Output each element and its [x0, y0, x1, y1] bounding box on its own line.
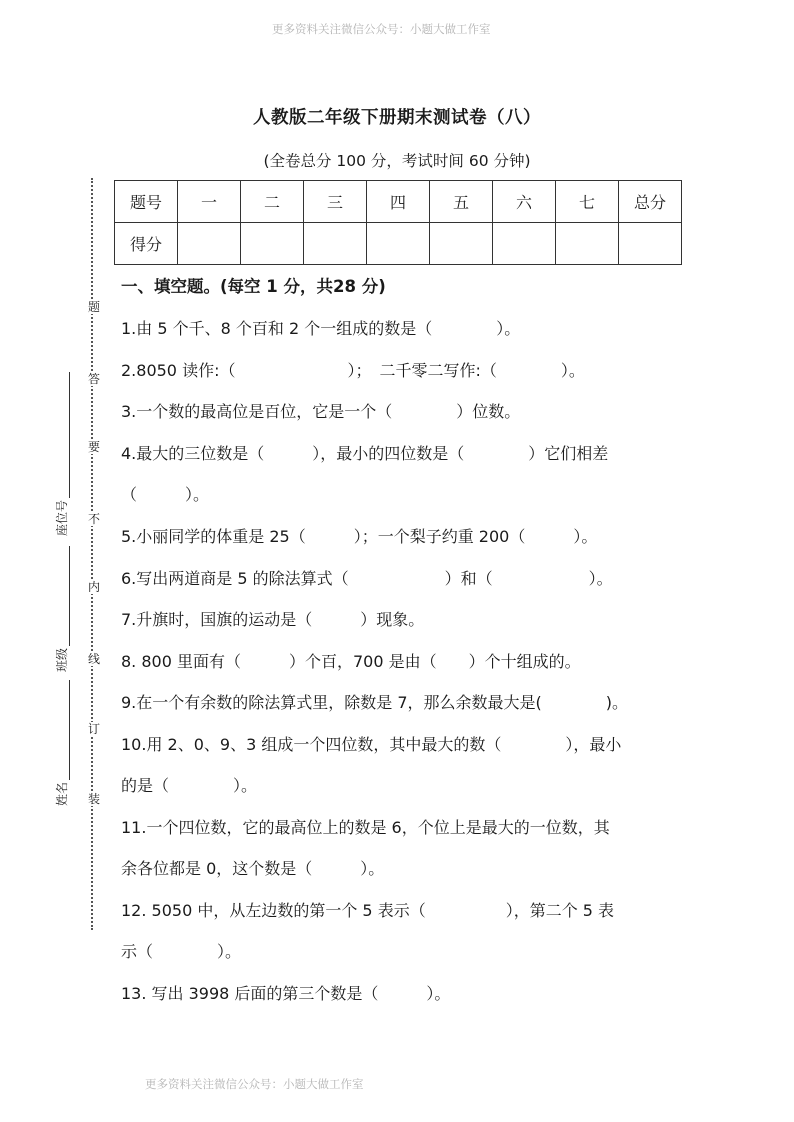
score-cell[interactable] — [493, 223, 556, 265]
section-heading-fill-blank: 一、填空题。(每空 1 分，共28 分) — [121, 277, 386, 296]
watermark-bottom: 更多资料关注微信公众号：小题大做工作室 — [145, 1077, 364, 1091]
score-cell[interactable] — [367, 223, 430, 265]
class-label: 班级 — [55, 647, 69, 672]
score-row-label: 得分 — [115, 223, 178, 265]
score-table-cell: 四 — [367, 181, 430, 223]
score-table-cell: 二 — [241, 181, 304, 223]
question-line: 余各位都是 0，这个数是（ ）。 — [121, 859, 385, 878]
exam-subtitle: (全卷总分 100 分，考试时间 60 分钟) — [263, 152, 531, 170]
score-table-cell: 六 — [493, 181, 556, 223]
class-field — [53, 546, 70, 672]
question-line: 11.一个四位数，它的最高位上的数是 6，个位上是最大的一位数，其 — [121, 818, 610, 837]
score-table-cell: 三 — [304, 181, 367, 223]
score-table-score-row — [115, 223, 682, 265]
question-line: 1.由 5 个千、8 个百和 2 个一组成的数是（ ）。 — [121, 319, 521, 338]
score-table-cell: 总分 — [619, 181, 682, 223]
question-line: （ ）。 — [121, 485, 210, 504]
score-cell[interactable] — [241, 223, 304, 265]
question-line: 12. 5050 中，从左边数的第一个 5 表示（ ），第二个 5 表 — [121, 901, 615, 920]
watermark-top: 更多资料关注微信公众号：小题大做工作室 — [272, 22, 491, 36]
binding-char: 不 — [87, 512, 100, 526]
score-table — [114, 180, 682, 265]
seat-number-label: 座位号 — [55, 499, 69, 536]
name-field — [53, 680, 70, 806]
binding-char: 要 — [87, 440, 100, 454]
binding-dotted-line — [91, 178, 93, 930]
binding-char: 订 — [87, 722, 100, 736]
score-cell[interactable] — [556, 223, 619, 265]
name-label: 姓名 — [55, 781, 69, 806]
score-cell[interactable] — [430, 223, 493, 265]
binding-char: 题 — [87, 300, 100, 314]
binding-char: 线 — [87, 652, 100, 666]
question-line: 5.小丽同学的体重是 25（ ）；一个梨子约重 200（ ）。 — [121, 527, 598, 546]
question-line: 6.写出两道商是 5 的除法算式（ ）和（ ）。 — [121, 569, 613, 588]
question-line: 7.升旗时，国旗的运动是（ ）现象。 — [121, 610, 425, 629]
exam-title: 人教版二年级下册期末测试卷（八） — [253, 108, 541, 128]
score-cell[interactable] — [178, 223, 241, 265]
binding-char: 装 — [87, 792, 100, 806]
score-table-cell: 七 — [556, 181, 619, 223]
name-blank[interactable] — [57, 680, 70, 780]
score-cell[interactable] — [619, 223, 682, 265]
question-line: 10.用 2、0、9、3 组成一个四位数，其中最大的数（ ），最小 — [121, 735, 622, 754]
seat-number-blank[interactable] — [57, 372, 70, 498]
score-table-cell: 题号 — [115, 181, 178, 223]
question-line: 2.8050 读作:（ ）； 二千零二写作:（ ）。 — [121, 361, 585, 380]
question-line: 8. 800 里面有（ ）个百，700 是由（ ）个十组成的。 — [121, 652, 581, 671]
score-table-header-row — [115, 181, 682, 223]
question-line: 示（ ）。 — [121, 942, 242, 961]
binding-char: 内 — [87, 580, 100, 594]
question-line: 4.最大的三位数是（ ），最小的四位数是（ ）它们相差 — [121, 444, 609, 463]
seat-number-field — [53, 372, 70, 536]
score-cell[interactable] — [304, 223, 367, 265]
question-line: 3.一个数的最高位是百位，它是一个（ ）位数。 — [121, 402, 521, 421]
question-line: 的是（ ）。 — [121, 776, 258, 795]
question-line: 9.在一个有余数的除法算式里，除数是 7，那么余数最大是( )。 — [121, 693, 629, 712]
score-table-cell: 五 — [430, 181, 493, 223]
binding-char: 答 — [87, 372, 100, 386]
score-table-cell: 一 — [178, 181, 241, 223]
question-line: 13. 写出 3998 后面的第三个数是（ ）。 — [121, 984, 451, 1003]
class-blank[interactable] — [57, 546, 70, 646]
